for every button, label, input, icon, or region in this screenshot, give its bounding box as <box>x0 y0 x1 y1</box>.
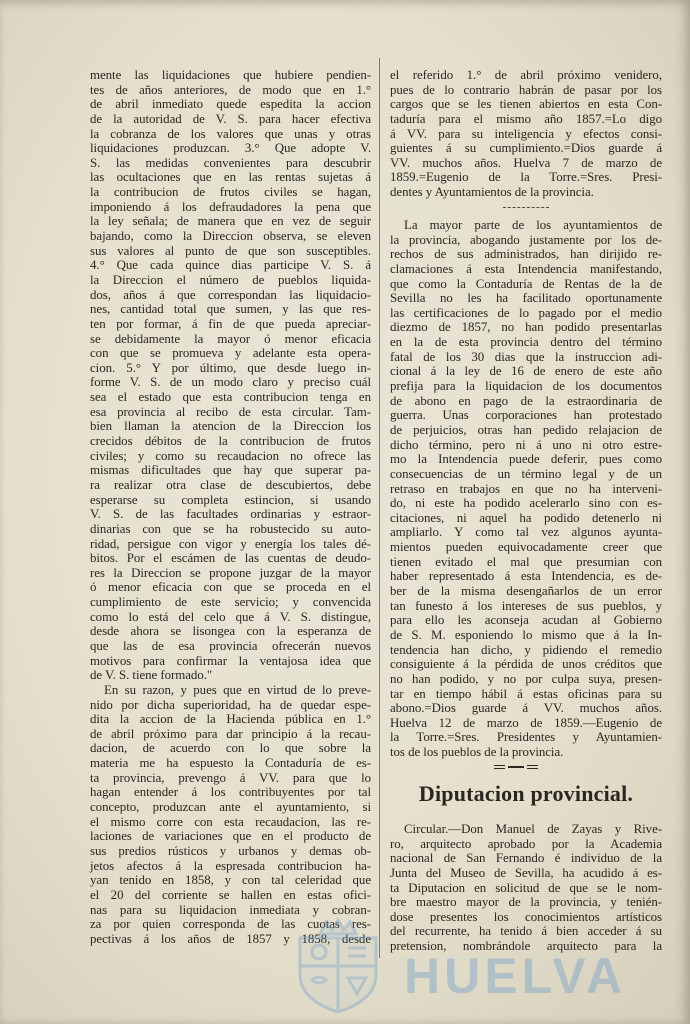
text-line: á VV. para su inteligencia y efectos consi- <box>390 126 662 141</box>
text-line: bre maestro mayor de la provincia, y tenién- <box>390 895 662 910</box>
text-line: cargos que se les tienen abiertos en esta Con- <box>390 97 662 112</box>
text-line: desde ahora se lisongea con la esperanza de <box>90 624 371 639</box>
text-line: esperarse su completa estincion, si usando <box>90 492 371 507</box>
text-line: la ley señala; de manera que en vez de seguir <box>90 214 371 229</box>
text-line: guientes á su cumplimiento.=Dios guarde á <box>390 141 662 156</box>
text-line: esa provincia al recibo de esta circular. Tam- <box>90 404 371 419</box>
ornament-double-rule <box>527 765 538 769</box>
text-line: dentes y Ayuntamientos de la provincia. <box>390 185 594 200</box>
text-line: consiguiente á la pérdida de unos créditos que <box>390 657 662 672</box>
text-line: ó menor eficacia con que se proceda en el <box>90 580 371 595</box>
text-line: Huelva 12 de marzo de 1859.—Eugenio de <box>390 715 662 730</box>
text-line: sus valores al punto de que son susceptibles. <box>90 243 371 258</box>
text-line: ro, arquitecto aprobado por la Academia <box>390 836 662 851</box>
text-line: crecidos débitos de la contribucion de frutos <box>90 434 371 449</box>
text-line: Junta del Museo de Sevilla, ha acudido á es- <box>390 865 662 880</box>
text-line: consecuencias de un término legal y de un <box>390 466 662 481</box>
text-line: nido por dicha superioridad, ha de quedar espe- <box>90 697 371 712</box>
text-line: tos de los pueblos de la provincia. <box>390 745 564 760</box>
text-line: fatal de los 30 dias que la instruccion adi- <box>390 349 662 364</box>
text-line: La mayor parte de los ayuntamientos de <box>404 218 662 232</box>
watermark-text: HUELVA <box>404 948 627 1004</box>
text-line: materia me ha espuesto la Contaduría de es- <box>90 756 371 771</box>
text-line: dinarias con que se ha robustecido su auto- <box>90 521 371 536</box>
text-line: haber representado á esta Intendencia, es de- <box>390 569 662 584</box>
text-line: las ocultaciones que en las rentas sujetas á <box>90 170 371 185</box>
column-divider <box>379 58 380 958</box>
text-line: laciones de variaciones que en el producto de <box>90 829 371 844</box>
text-line: de abono en pago de la estraordinaria de <box>390 393 662 408</box>
text-line: sea el estado que esta contribucion tenga en <box>90 390 371 405</box>
text-line: za por quien corresponda de las cuotas res- <box>90 917 371 932</box>
text-line: yan tenido en 1858, y con tal celeridad que <box>90 873 371 888</box>
text-line: guerra. Unas corporaciones han protestado <box>390 408 662 423</box>
text-line: pues de lo contrario habrán de pasar por los <box>390 82 662 97</box>
ornamental-separator <box>494 764 538 770</box>
text-line: las certificaciones de lo pagado por el medio <box>390 305 662 320</box>
text-line: jetos afectos á la espresada contribucion ha- <box>90 858 371 873</box>
right-paragraph-1 <box>390 68 662 200</box>
text-line: que las de esa provincia ofrecerán nuevos <box>90 638 371 653</box>
section-separator <box>503 207 549 208</box>
text-line: pretension, nombrándole arquitecto para la <box>390 939 662 954</box>
text-line: rechos de sus administrados, han dirijido re- <box>390 247 662 262</box>
text-line: do, ni este ha podido acelerarlo sino con es- <box>390 496 662 511</box>
section-heading: Diputacion provincial. <box>418 781 634 806</box>
text-line: el mismo corre con esta recaudacion, las re- <box>90 814 371 829</box>
text-line: pectivas á los años de 1857 y 1858, desde <box>90 931 371 946</box>
text-line: no han podido, y no por culpa suya, presen- <box>390 671 662 686</box>
text-line: ber de la misma desengañarlos de un error <box>390 584 662 599</box>
text-line: cional á la ley de 16 de enero de este año <box>390 364 662 379</box>
text-line: En su razon, y pues que en virtud de lo preve- <box>104 682 371 697</box>
text-line: tes de años anteriores, de modo que en 1.° <box>90 82 371 97</box>
text-line: para ello les aconseja acudan al Gobierno <box>390 613 662 628</box>
text-line: concepto, produzcan ante el ayuntamiento, si <box>90 800 371 815</box>
text-line: taduría para el mismo año 1857.=Lo digo <box>390 111 662 126</box>
text-line: la cobranza de los valores que unas y otras <box>90 126 371 141</box>
text-line: S. las medidas convenientes para descubrir <box>90 155 371 170</box>
text-line: la Torre.=Sres. Presidentes y Ayuntamien- <box>390 730 662 745</box>
text-line: la Direccion el número de pueblos liquida- <box>90 272 371 287</box>
text-line: el referido 1.° de abril próximo venidero, <box>390 68 662 82</box>
text-line: ten por formar, á fin de que pueda apreciar- <box>90 316 371 331</box>
text-line: el 20 del corriente se hallen en estas ofici- <box>90 887 371 902</box>
text-line: de abril próximo para dar principio á la recau- <box>90 726 371 741</box>
text-line: hagan entender á los contribuyentes por tal <box>90 785 371 800</box>
text-line: con que se promueva y adelante esta opera- <box>90 346 371 361</box>
text-line: la provincia, abogando justamente por los de- <box>390 232 662 247</box>
text-line: tendencia han dicho, y pidiendo el remedio <box>390 642 662 657</box>
text-line: ta provincia, prevengo á VV. para que lo <box>90 770 371 785</box>
text-line: en la de esta provincia dentro del término <box>390 335 662 350</box>
text-line: de V. S. tiene formado." <box>90 668 213 683</box>
text-line: dos, años á que correspondan las liquidacio- <box>90 287 371 302</box>
text-line: que como la Contaduría de Rentas de la de <box>390 276 662 291</box>
text-line: bien llaman la atencion de la Direccion los <box>90 419 371 434</box>
text-line: dita la accion de la Hacienda pública en 1.° <box>90 712 371 727</box>
text-line: civiles; y como su recaudacion no ofrece las <box>90 448 371 463</box>
text-line: V. S. de las facultades ordinarias y estraor- <box>90 507 371 522</box>
text-line: Circular.—Don Manuel de Zayas y Rive- <box>404 822 662 836</box>
text-line: de abril inmediato quede espedita la accion <box>90 97 371 112</box>
left-column <box>90 68 371 946</box>
text-line: nes, cantidad total que sumen, y las que res- <box>90 302 371 317</box>
text-line: mente las liquidaciones que hubiere pendien- <box>90 68 371 82</box>
text-line: res la Direccion se propone juzgar de la mayor <box>90 565 371 580</box>
text-line: como lo está del celo que á V. S. distingue, <box>90 609 371 624</box>
text-line: clamaciones á esta Intendencia manifestando, <box>390 261 662 276</box>
right-paragraph-2 <box>390 218 662 760</box>
text-line: motivos para confirmar la ventajosa idea que <box>90 653 371 668</box>
text-line: ampliarlo. Y como tal vez algunos ayunta- <box>390 525 662 540</box>
text-line: dicho término, pero ni á uno ni otro estre- <box>390 437 662 452</box>
left-paragraph-2 <box>90 683 371 947</box>
text-line: abono.=Dios guarde á VV. muchos años. <box>390 701 662 716</box>
text-line: imponiendo á los defraudadores la pena que <box>90 199 371 214</box>
text-line: prefija para la liquidacion de los documentos <box>390 379 662 394</box>
text-line: tan funesto á los intereses de sus pueblos, y <box>390 598 662 613</box>
text-line: de perjuicios, otras han pedido relajacion de <box>390 422 662 437</box>
text-line: mo la Intendencia puede deferir, pues como <box>390 452 662 467</box>
text-line: dacion, de acuerdo con lo que sobre la <box>90 741 371 756</box>
text-line: 1859.=Eugenio de la Torre.=Sres. Presi- <box>390 170 662 185</box>
left-paragraph-1 <box>90 68 371 683</box>
text-line: la contribucion de frutos civiles se hagan, <box>90 185 371 200</box>
text-line: dose presentes los conocimientos artísticos <box>390 909 662 924</box>
text-line: ra realizar otra clase de descubiertos, debe <box>90 477 371 492</box>
text-line: tar en tiempo hábil á estas oficinas para su <box>390 686 662 701</box>
text-line: VV. muchos años. Huelva 7 de marzo de <box>390 155 662 170</box>
text-line: forme V. S. de un modo claro y preciso cuál <box>90 375 371 390</box>
text-line: diezmo de 1857, no han podido presentarlas <box>390 320 662 335</box>
text-line: Sevilla no les ha facilitado oportunamente <box>390 291 662 306</box>
text-line: del recurrente, ha tenido á bien acceder á su <box>390 924 662 939</box>
text-line: mientos pueden equivocadamente creer que <box>390 540 662 555</box>
text-line: bitos. Por el escámen de las cuentas de deudo- <box>90 551 371 566</box>
text-line: nacional de San Fernando é individuo de la <box>390 851 662 866</box>
text-line: 4.° Que cada quince dias participe V. S. á <box>90 258 371 273</box>
text-line: ta Diputacion en solicitud de que se le nom- <box>390 880 662 895</box>
text-line: ridad, persigue con vigor y energía los tales dé- <box>90 536 371 551</box>
text-line: nas para su liquidacion inmediata y cobran- <box>90 902 371 917</box>
text-line: citaciones, ni aquel ha podido detenerlo ni <box>390 510 662 525</box>
text-line: mismas dificultades que hay que superar pa- <box>90 463 371 478</box>
ornament-dash <box>508 766 524 768</box>
text-line: de la autoridad de V. S. para hacer efectiva <box>90 111 371 126</box>
text-line: cion. 5.° Y por último, que desde luego in- <box>90 360 371 375</box>
text-line: cumplimiento de este servicio; y convencida <box>90 595 371 610</box>
right-paragraph-3 <box>390 822 662 954</box>
text-line: sus predios rústicos y urbanos y demas ob- <box>90 843 371 858</box>
text-line: de S. M. esponiendo lo mismo que á la In- <box>390 627 662 642</box>
text-line: se debidamente la mayor ó menor eficacia <box>90 331 371 346</box>
text-line: bajando, como la Direccion observa, se eleven <box>90 229 371 244</box>
text-line: retraso en trabajos en que no ha interveni- <box>390 481 662 496</box>
text-line: tienen evitado el mal que presumian con <box>390 554 662 569</box>
text-line: liquidaciones produzcan. 3.° Que adopte V. <box>90 141 371 156</box>
ornament-double-rule <box>494 765 505 769</box>
